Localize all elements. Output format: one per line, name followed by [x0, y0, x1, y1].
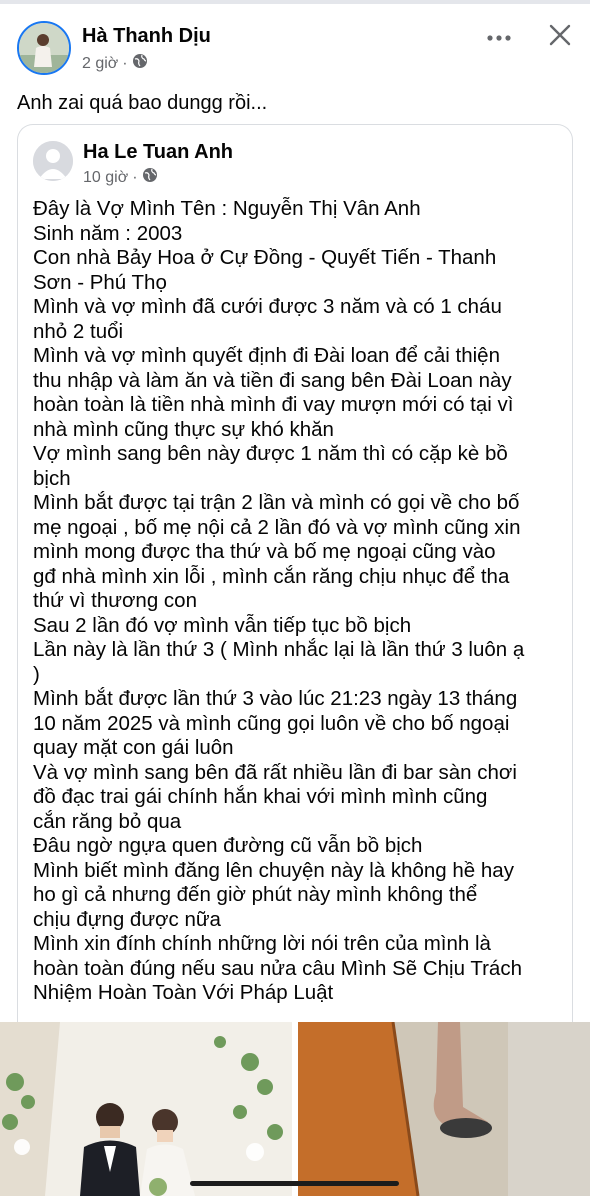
- author-avatar[interactable]: [17, 21, 71, 75]
- body-line: Mình bắt được tại trận 2 lần và mình có gọi về cho bố: [33, 491, 520, 514]
- globe-icon: [132, 53, 148, 74]
- body-line: ): [33, 662, 40, 686]
- body-line: cắn răng bỏ qua: [33, 809, 182, 833]
- shared-author-name[interactable]: Ha Le Tuan Anh: [83, 141, 233, 163]
- body-line: hoàn toàn là tiền nhà mình đi vay mượn mới có tại vì: [33, 393, 514, 416]
- body-line: thu nhập và làm ăn và tiền đi sang bên Đài Loan này: [33, 368, 512, 392]
- body-line: Mình và vợ mình quyết định đi Đài loan để cải thiện: [33, 344, 500, 367]
- body-line: Đây là Vợ Mình Tên : Nguyễn Thị Vân Anh: [33, 197, 421, 220]
- post-caption: Anh zai quá bao dungg rồi...: [17, 92, 268, 114]
- close-icon: [549, 24, 571, 51]
- shared-author-avatar[interactable]: [33, 141, 73, 181]
- floor-photo[interactable]: [298, 1022, 590, 1196]
- body-line: thứ vì thương con: [33, 589, 197, 612]
- top-divider: [0, 0, 590, 4]
- body-line: Mình và vợ mình đã cưới được 3 năm và có 1 cháu: [33, 295, 502, 318]
- body-line: Sinh năm : 2003: [33, 221, 183, 245]
- body-line: Sơn - Phú Thọ: [33, 270, 167, 294]
- body-line: hoàn toàn đúng nếu sau nửa câu Mình Sẽ Chịu Trách: [33, 956, 522, 980]
- body-line: đồ đạc trai gái chính hắn khai với mình mình cũng: [33, 785, 488, 808]
- more-options-button[interactable]: [484, 24, 514, 50]
- post-author-name[interactable]: Hà Thanh Dịu: [82, 25, 211, 47]
- shared-post-meta: 10 giờ ·: [83, 167, 158, 188]
- post-meta: 2 giờ ·: [82, 53, 148, 74]
- shared-post-body: [33, 197, 563, 1006]
- globe-icon: [142, 167, 158, 188]
- body-line: Mình bắt được lần thứ 3 vào lúc 21:23 ngày 13 tháng: [33, 687, 518, 710]
- body-line: Mình xin đính chính những lời nói trên của mình là: [33, 932, 491, 955]
- body-line: mình mong được tha thứ và bố mẹ ngoại cũng vào: [33, 540, 496, 563]
- body-line: nhỏ 2 tuổi: [33, 319, 124, 343]
- close-button[interactable]: [545, 22, 575, 52]
- body-line: Đâu ngờ ngựa quen đường cũ vẫn bồ bịch: [33, 834, 423, 857]
- body-line: chịu đựng được nữa: [33, 907, 221, 931]
- body-line: quay mặt con gái luôn: [33, 736, 234, 759]
- body-line: Nhiệm Hoàn Toàn Với Pháp Luật: [33, 981, 334, 1004]
- body-line: Con nhà Bảy Hoa ở Cự Đồng - Quyết Tiến - Thanh: [33, 246, 497, 269]
- body-line: Mình biết mình đăng lên chuyện này là không hề hay: [33, 858, 514, 882]
- body-line: mẹ ngoại , bố mẹ nội cả 2 lần đó và vợ mình cũng xin: [33, 515, 521, 539]
- wedding-photo[interactable]: [0, 1022, 292, 1196]
- body-line: ho gì cả nhưng đến giờ phút này mình không thể: [33, 883, 478, 906]
- more-horizontal-icon: [487, 28, 511, 46]
- body-line: bịch: [33, 466, 71, 490]
- body-line: nhà mình cũng thực sự khó khăn: [33, 417, 334, 441]
- body-line: Vợ mình sang bên này được 1 năm thì có cặp kè bồ: [33, 442, 508, 465]
- home-indicator: [190, 1181, 399, 1186]
- body-line: gđ nhà mình xin lỗi , mình cắn răng chịu nhục để tha: [33, 564, 510, 588]
- body-line: Và vợ mình sang bên đã rất nhiều lần đi bar sàn chơi: [33, 760, 517, 784]
- shared-post-time[interactable]: 10 giờ: [83, 168, 129, 186]
- body-line: Lần này là lần thứ 3 ( Mình nhắc lại là lần thứ 3 luôn ạ: [33, 638, 525, 661]
- body-line: Sau 2 lần đó vợ mình vẫn tiếp tục bồ bịch: [33, 613, 412, 637]
- body-line: 10 năm 2025 và mình cũng gọi luôn về cho bố ngoại: [33, 711, 510, 735]
- post-time[interactable]: 2 giờ: [82, 54, 119, 72]
